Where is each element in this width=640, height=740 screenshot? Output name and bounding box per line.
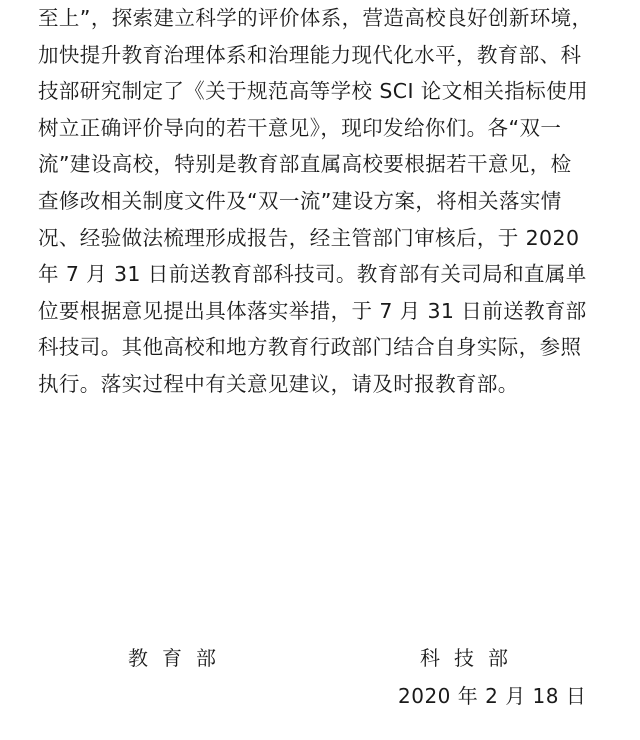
body-line-9: 位要根据意见提出具体落实举措，于 7 月 31 日前送教育部 bbox=[38, 298, 587, 323]
document-date: 2020 年 2 月 18 日 bbox=[398, 684, 587, 708]
document-body bbox=[38, 0, 628, 403]
body-line-11: 执行。落实过程中有关意见建议，请及时报教育部。 bbox=[38, 371, 519, 396]
signature-ministry-of-education: 教育部 bbox=[128, 646, 230, 670]
body-line-7: 况、经验做法梳理形成报告，经主管部门审核后，于 2020 bbox=[38, 225, 580, 250]
signature-block bbox=[0, 640, 640, 680]
signature-ministry-of-science-technology: 科技部 bbox=[420, 646, 522, 670]
body-line-6: 查修改相关制度文件及“双一流”建设方案，将相关落实情 bbox=[38, 188, 562, 213]
body-line-10: 科技司。其他高校和地方教育行政部门结合自身实际，参照 bbox=[38, 335, 582, 360]
body-line-4: 树立正确评价导向的若干意见》，现印发给你们。各“双一 bbox=[38, 115, 562, 140]
body-line-2: 加快提升教育治理体系和治理能力现代化水平，教育部、科 bbox=[38, 42, 582, 67]
body-line-3: 技部研究制定了《关于规范高等学校 SCI 论文相关指标使用 bbox=[38, 79, 589, 104]
body-line-1: 至上”，探索建立科学的评价体系，营造高校良好创新环境， bbox=[38, 6, 593, 30]
body-line-5: 流”建设高校，特别是教育部直属高校要根据若干意见，检 bbox=[38, 152, 572, 177]
body-line-8: 年 7 月 31 日前送教育部科技司。教育部有关司局和直属单 bbox=[38, 262, 587, 287]
